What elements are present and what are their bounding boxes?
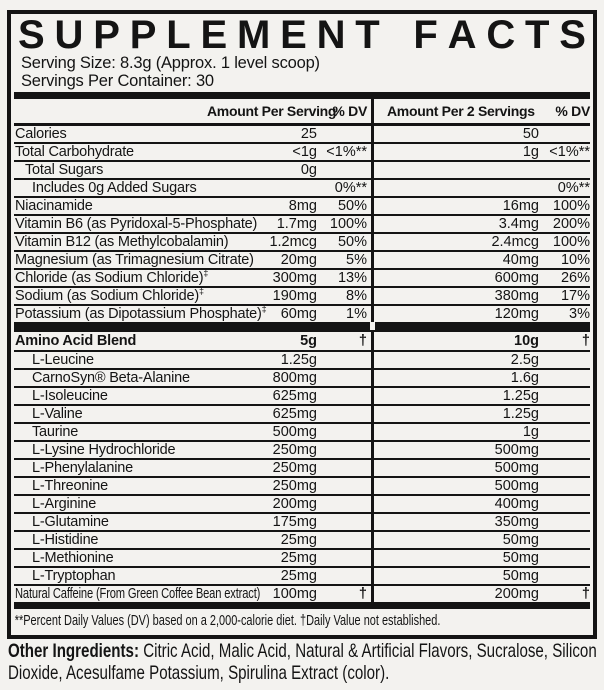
amount-per-serving-value: 250mg (272, 478, 317, 494)
nutrient-label: CarnoSyn® Beta-Alanine (32, 370, 190, 386)
title-letter: A (447, 13, 477, 57)
amount-per-2-servings-value: 1.25g (502, 406, 539, 422)
amount-per-2-servings-value: 400mg (494, 496, 539, 512)
nutrient-label-cell (14, 126, 207, 142)
nutrient-row (14, 476, 590, 494)
nutrient-label-cell (14, 144, 207, 160)
nutrient-row (14, 368, 590, 386)
amount-per-serving-value: 800mg (272, 370, 317, 386)
amount-per-serving-value: 1.2mcg (269, 234, 317, 250)
dv-per-serving-value: 13% (337, 270, 367, 286)
amount-per-2-servings-value: 500mg (494, 478, 539, 494)
nutrient-label-cell (14, 370, 207, 386)
nutrient-row (14, 548, 590, 566)
nutrient-label-cell (14, 496, 207, 512)
nutrient-label: Potassium (as Dipotassium Phosphate)‡ (15, 304, 267, 322)
amount-per-serving-value: <1g (292, 144, 317, 160)
dv-per-2-servings-value: 17% (560, 288, 590, 304)
amount-per-2-servings-value: 10g (514, 333, 539, 349)
col-dv-2: % DV (555, 103, 590, 119)
nutrient-label: L-Valine (32, 406, 83, 422)
amount-per-2-servings-value: 50 (522, 126, 539, 142)
title-letter: P (93, 13, 120, 57)
nutrient-row (14, 440, 590, 458)
nutrient-label-cell (14, 550, 207, 566)
nutrient-row (14, 350, 590, 368)
nutrient-row (14, 494, 590, 512)
nutrient-label: L-Phenylalanine (32, 460, 133, 476)
double-dagger-marker: ‡ (261, 304, 267, 315)
footnote-row (14, 609, 590, 632)
amount-per-serving-value: 300mg (272, 270, 317, 286)
amount-per-serving-value: 0g (300, 162, 317, 178)
nutrient-label: L-Leucine (32, 352, 94, 368)
amount-per-2-servings-value: 16mg (502, 198, 539, 214)
nutrient-label: L-Arginine (32, 496, 97, 512)
nutrient-label: Vitamin B6 (as Pyridoxal-5-Phosphate) (15, 216, 258, 232)
header-divider-bar (14, 92, 590, 99)
nutrient-row (14, 126, 590, 142)
amount-per-serving-value: 1.7mg (276, 216, 317, 232)
nutrient-label: Amino Acid Blend (15, 333, 137, 349)
amount-per-2-servings-value: 500mg (494, 442, 539, 458)
amount-per-2-servings-value: 1.25g (502, 388, 539, 404)
nutrient-label-cell (14, 216, 258, 232)
nutrient-label: L-Isoleucine (32, 388, 108, 404)
amount-per-2-servings-value: 1g (522, 144, 539, 160)
nutrient-row (14, 196, 590, 214)
title-letter: S (18, 13, 45, 57)
amount-per-2-servings-value: 40mg (502, 252, 539, 268)
title-letter: L (166, 13, 191, 57)
amount-per-serving-value: 25 (300, 126, 317, 142)
dv-per-serving-value: † (358, 586, 367, 602)
nutrient-label: Total Sugars (25, 162, 104, 178)
dv-per-2-servings-value: <1%** (549, 144, 590, 160)
nutrient-label-cell (14, 270, 207, 286)
double-dagger-marker: ‡ (203, 268, 209, 279)
nutrient-row (14, 422, 590, 440)
nutrient-label-cell (14, 442, 207, 458)
amount-per-2-servings-value: 50mg (502, 532, 539, 548)
col-amount-per-2-servings: Amount Per 2 Servings (387, 103, 535, 119)
amount-per-serving-value: 5g (300, 333, 317, 349)
title-letter: M (236, 13, 271, 57)
nutrient-label: Natural Caffeine (From Green Coffee Bean extract) (15, 586, 261, 602)
nutrient-label-cell (14, 180, 207, 196)
nutrient-label: Magnesium (as Trimagnesium Citrate) (15, 252, 254, 268)
dv-per-serving-value: <1%** (326, 144, 367, 160)
nutrient-row (14, 268, 590, 286)
nutrient-label-cell (14, 514, 207, 530)
amount-per-2-servings-value: 200mg (494, 586, 539, 602)
nutrient-row (14, 160, 590, 178)
amount-per-2-servings-value: 50mg (502, 568, 539, 584)
nutrient-row (14, 330, 590, 350)
dv-per-2-servings-value: 0%** (557, 180, 590, 196)
nutrition-table (14, 99, 590, 602)
dv-per-serving-value: 0%** (334, 180, 367, 196)
amount-per-2-servings-value: 380mg (494, 288, 539, 304)
nutrient-label: L-Methionine (32, 550, 114, 566)
amount-per-2-servings-value: 3.4mg (498, 216, 539, 232)
other-ingredients-label: Other Ingredients: (8, 640, 139, 662)
amount-per-serving-value: 25mg (280, 532, 317, 548)
nutrient-label-cell (14, 460, 207, 476)
dv-per-2-servings-value: † (581, 333, 590, 349)
nutrient-row (14, 530, 590, 548)
nutrient-label: Includes 0g Added Sugars (32, 180, 197, 196)
nutrient-row (14, 304, 590, 322)
dv-per-serving-value: 5% (346, 252, 367, 268)
nutrient-label: Calories (15, 126, 67, 142)
nutrient-label: L-Lysine Hydrochloride (32, 442, 176, 458)
nutrient-row (14, 232, 590, 250)
dv-per-2-servings-value: 10% (560, 252, 590, 268)
nutrient-row (14, 584, 590, 602)
amount-per-2-servings-value: 2.4mcg (491, 234, 539, 250)
nutrient-row (14, 250, 590, 268)
nutrient-label-cell (14, 252, 254, 268)
double-dagger-marker: ‡ (199, 286, 204, 297)
servings-per-container: Servings Per Container: 30 (21, 72, 214, 90)
nutrient-label: Chloride (as Sodium Chloride)‡ (15, 268, 209, 286)
supplement-facts-panel (7, 10, 597, 639)
footnote-divider-bar (14, 602, 590, 609)
amount-per-serving-value: 60mg (280, 306, 317, 322)
amount-per-2-servings-value: 2.5g (510, 352, 539, 368)
title-letter: E (200, 13, 228, 57)
nutrient-rows-main (14, 126, 590, 322)
amount-per-serving-value: 175mg (272, 514, 317, 530)
nutrient-label: Vitamin B12 (as Methylcobalamin) (15, 234, 229, 250)
amount-per-serving-value: 1.25g (280, 352, 317, 368)
dv-per-serving-value: † (358, 333, 367, 349)
nutrient-label-cell (14, 586, 261, 602)
amount-per-2-servings-value: 600mg (494, 270, 539, 286)
amount-per-serving-value: 250mg (272, 442, 317, 458)
dv-per-serving-value: 50% (337, 198, 367, 214)
amount-per-serving-value: 25mg (280, 568, 317, 584)
amount-per-serving-value: 190mg (272, 288, 317, 304)
dv-per-2-servings-value: 100% (552, 234, 590, 250)
amount-per-2-servings-value: 350mg (494, 514, 539, 530)
nutrient-label-cell (14, 532, 207, 548)
nutrient-label-cell (14, 234, 229, 250)
title-letter: C (486, 13, 516, 57)
dv-per-2-servings-value: 3% (569, 306, 590, 322)
title-letter: F (413, 13, 438, 57)
nutrient-label-cell (14, 478, 207, 494)
nutrient-row (14, 214, 590, 232)
amount-per-serving-value: 500mg (272, 424, 317, 440)
title-letter: T (355, 13, 380, 57)
title-letter: P (129, 13, 157, 57)
amount-per-serving-value: 25mg (280, 550, 317, 566)
other-ingredients (8, 641, 604, 684)
nutrient-label-cell (14, 568, 207, 584)
amount-per-2-servings-value: 120mg (494, 306, 539, 322)
nutrient-label-cell (14, 388, 207, 404)
title-letter: T (525, 13, 550, 57)
nutrient-row (14, 404, 590, 422)
dv-per-2-servings-value: 100% (552, 198, 590, 214)
nutrient-row (14, 178, 590, 196)
col-amount-per-serving: Amount Per Serving (207, 103, 337, 119)
nutrient-row (14, 566, 590, 584)
panel-title (14, 13, 590, 57)
other-ingredients-text: Citric Acid, Malic Acid, Natural & Artificial Flavors, Sucralose, Silicon Dioxide, Acesulfame Potassium, Spirulina Extract (color). (8, 640, 597, 684)
nutrient-label: L-Glutamine (32, 514, 109, 530)
amount-per-2-servings-value: 500mg (494, 460, 539, 476)
footnote-text: **Percent Daily Values (DV) based on a 2,000-calorie diet. †Daily Value not established. (14, 612, 441, 629)
title-letter: U (54, 13, 84, 57)
nutrient-label: L-Histidine (32, 532, 99, 548)
nutrient-rows-amino (14, 330, 590, 602)
dv-per-serving-value: 1% (346, 306, 367, 322)
title-letter: E (280, 13, 307, 57)
table-header-row (14, 99, 590, 126)
dv-per-2-servings-value: 200% (552, 216, 590, 232)
nutrient-row (14, 142, 590, 160)
nutrient-label: L-Threonine (32, 478, 108, 494)
nutrient-row (14, 386, 590, 404)
nutrient-label: Total Carbohydrate (15, 144, 134, 160)
nutrient-label: Sodium (as Sodium Chloride)‡ (15, 286, 204, 304)
nutrient-row (14, 458, 590, 476)
nutrient-label-cell (14, 304, 267, 322)
nutrient-label-cell (14, 162, 207, 178)
nutrient-row (14, 512, 590, 530)
nutrient-label-cell (14, 424, 207, 440)
amount-per-serving-value: 625mg (272, 406, 317, 422)
nutrient-label: Niacinamide (15, 198, 93, 214)
nutrient-label-cell (14, 352, 207, 368)
nutrient-row (14, 286, 590, 304)
amount-per-2-servings-value: 50mg (502, 550, 539, 566)
amount-per-2-servings-value: 1g (522, 424, 539, 440)
col-dv-1: % DV (332, 103, 367, 119)
dv-per-serving-value: 8% (346, 288, 367, 304)
dv-per-serving-value: 100% (329, 216, 367, 232)
amount-per-serving-value: 200mg (272, 496, 317, 512)
title-letter: N (316, 13, 346, 57)
title-letter: S (559, 13, 586, 57)
column-divider-line (371, 99, 374, 602)
section-divider-bar (14, 322, 590, 330)
amount-per-serving-value: 8mg (288, 198, 317, 214)
dv-per-2-servings-value: 26% (560, 270, 590, 286)
dv-per-serving-value: 50% (337, 234, 367, 250)
nutrient-label-cell (14, 333, 207, 349)
amount-per-serving-value: 20mg (280, 252, 317, 268)
amount-per-serving-value: 625mg (272, 388, 317, 404)
nutrient-label-cell (14, 406, 207, 422)
amount-per-serving-value: 100mg (272, 586, 317, 602)
amount-per-2-servings-value: 1.6g (510, 370, 539, 386)
nutrient-label: L-Tryptophan (32, 568, 116, 584)
nutrient-label-cell (14, 198, 207, 214)
amount-per-serving-value: 250mg (272, 460, 317, 476)
serving-size: Serving Size: 8.3g (Approx. 1 level scoop) (21, 54, 320, 72)
dv-per-2-servings-value: † (581, 586, 590, 602)
nutrient-label-cell (14, 288, 207, 304)
nutrient-label: Taurine (32, 424, 79, 440)
